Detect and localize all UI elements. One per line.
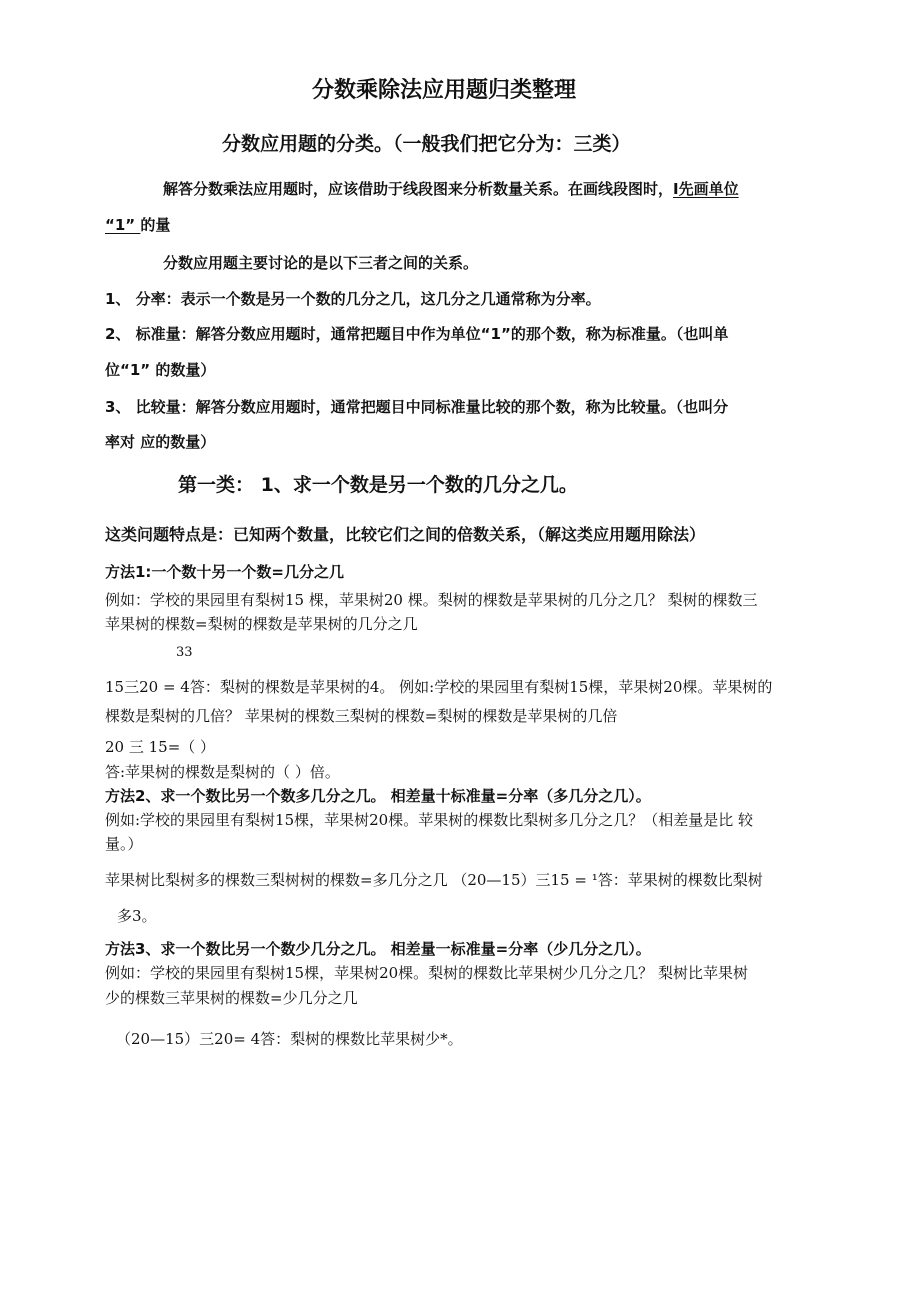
- method-1-heading: 方法1:一个数十另一个数=几分之几: [105, 563, 345, 581]
- method-2-answer: 苹果树比梨树多的棵数三梨树树的棵数=多几分之几 （20—15）三15 = ¹答：苹果树的棵数比梨树: [105, 871, 763, 889]
- method-2-heading: 方法2、求一个数比另一个数多几分之几。 相差量十标准量=分率（多几分之几）。: [105, 787, 651, 805]
- method-3-example-continued: 少的棵数三苹果树的棵数=少几分之几: [105, 989, 358, 1007]
- definition-standard-quantity-continued: 位“1” 的数量）: [105, 361, 216, 379]
- intro-text-end: 的量: [140, 216, 171, 234]
- definition-comparison-quantity: 3、 比较量：解答分数应用题时，通常把题目中同标准量比较的那个数，称为比较量。（也叫分: [105, 398, 729, 416]
- intro-text: 解答分数乘法应用题时，应该借助于线段图来分析数量关系。在画线段图时，: [163, 180, 674, 198]
- method-1-example: 例如：学校的果园里有梨树15 棵，苹果树20 棵。梨树的棵数是苹果树的几分之几？ 梨树的棵数三: [105, 591, 758, 609]
- method-1-answer: 15三20 = 4答：梨树的棵数是苹果树的4。 例如:学校的果园里有梨树15棵，苹果树20棵。苹果树的: [105, 678, 773, 696]
- unit-one-underlined: “1”: [105, 216, 141, 234]
- intro-paragraph-2: 分数应用题主要讨论的是以下三者之间的关系。: [163, 254, 479, 272]
- intro-paragraph-1: [163, 179, 739, 199]
- intro-paragraph-1-continued: [105, 215, 170, 235]
- method-1-equation: 20 三 15=（ ）: [105, 738, 216, 756]
- document-title: 分数乘除法应用题归类整理: [312, 78, 577, 103]
- type-1-feature: 这类问题特点是：已知两个数量，比较它们之间的倍数关系，（解这类应用题用除法）: [105, 525, 706, 544]
- method-1-example-continued: 苹果树的棵数=梨树的棵数是苹果树的几分之几: [105, 615, 418, 633]
- definition-fraction-rate: 1、 分率：表示一个数是另一个数的几分之几，这几分之几通常称为分率。: [105, 290, 601, 308]
- document-subtitle: 分数应用题的分类。（一般我们把它分为：三类）: [222, 133, 631, 155]
- method-1-fraction-denominators: 33: [176, 645, 193, 660]
- method-2-answer-continued: 多3。: [117, 907, 157, 925]
- method-1-answer-continued: 棵数是梨树的几倍？ 苹果树的棵数三梨树的棵数=梨树的棵数是苹果树的几倍: [105, 707, 618, 725]
- method-2-example-continued: 量。）: [105, 835, 143, 853]
- method-2-example: 例如:学校的果园里有梨树15棵，苹果树20棵。苹果树的棵数比梨树多几分之几？（相差量是比 较: [105, 811, 753, 829]
- section-heading-type-1: 第一类： 1、求一个数是另一个数的几分之几。: [178, 474, 578, 496]
- intro-underlined-text: I先画单位: [673, 180, 739, 198]
- method-1-answer-blank: 答:苹果树的棵数是梨树的（ ）倍。: [105, 763, 340, 781]
- definition-standard-quantity: 2、 标准量：解答分数应用题时，通常把题目中作为单位“1”的那个数，称为标准量。（也叫单: [105, 325, 729, 343]
- definition-comparison-quantity-continued: 率对 应的数量）: [105, 433, 216, 451]
- method-3-heading: 方法3、求一个数比另一个数少几分之几。 相差量一标准量=分率（少几分之几）。: [105, 940, 651, 958]
- method-3-example: 例如：学校的果园里有梨树15棵，苹果树20棵。梨树的棵数比苹果树少几分之几？ 梨树比苹果树: [105, 964, 748, 982]
- method-3-answer: （20—15）三20= 4答：梨树的棵数比苹果树少*。: [116, 1030, 463, 1048]
